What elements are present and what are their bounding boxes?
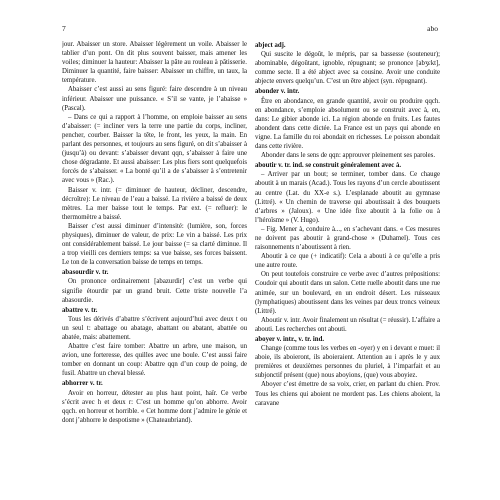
page-header — [62, 24, 438, 38]
page-number: 7 — [62, 24, 66, 33]
paragraph: On peut toutefois construire ce verbe avec d’autres prépositions: Coudoir qui aboutit dans un salon. Cette ruelle aboutit dans une rue animée, sur un boulevard, en un endroit désert. Les ruisseaux (lymphatiques) aboutissent dans les veines par deux troncs veineux (Littré). — [255, 271, 440, 315]
paragraph: Tous les dérivés d’abattre s’écrivent aujourd’hui avec deux t ou un seul t: abattage ou abatage, abattant ou abatant, abattée ou abatée, mais: abattement. — [62, 315, 247, 341]
paragraph: Abonder dans le sens de qqn: approuver pleinement ses paroles. — [261, 152, 436, 160]
paragraph: Abaisser c’est aussi au sens figuré: faire descendre à un niveau inférieur. Abaisser une puissance. « S’il se vante, je l’abaisse » (Pascal). — [62, 86, 247, 112]
paragraph: – Arriver par un bout; se terminer, tomber dans. Ce chauge aboutit à un marais (Acad.). Tous les rayons d’un cercle aboutissent au centre (Lat. du XX-e s.). L’esplanade aboutit au gymnase (Littré). « Un chemin de traverse qui aboutissait à des bouquets d’arbres » (Jaloux). « Une idée fixe aboutit à la folie ou à l’héroïsme » (V. Hugo). — [255, 171, 440, 224]
paragraph: Aboyer c’est émettre de sa voix, crier, en parlant du chien. Prov. Tous les chiens qui aboient ne mordent pas. Les chiens aboient, la caravane — [255, 381, 440, 407]
paragraph: Être en abondance, en grande quantité, avoir ou produire qqch. en abondance, s’emploie absolument ou se construit avec à, en, dans: Le gibier abonde ici. La région abonde en fruits. Les fautes abondent dans cette dictée. La France est un pays qui abonde en vigne. La famille du roi abondait en richesses. Le poisson abondait dans cette rivière. — [255, 97, 440, 151]
paragraph: – Fig. Mener à, conduire à..., en s’achevant dans. « Ces mesures ne doivent pas aboutir à grand-chose » (Duhamel). Tous ces raisonnements n’aboutissent à rien. — [255, 225, 440, 252]
paragraph: – Dans ce qui a rapport à l’homme, on emploie baisser au sens d’abaisser: (= incliner vers la terre une partie du corps, incliner, pencher, courber. Baisser la tête, le front, les yeux, la main. En parlant des personnes, et toujours au sens figuré, on dit s’abaisser à (jusqu’à) ou devant: s’abaisser devant qqn, s’abaisser à faire une chose dégradante. Et aussi abaisser: Les plus fiers sont quelquefois forcés de s’abaisser. « La bonté qu’il a de s’abaisser à s’entretenir avec vous » (Rac.). — [62, 113, 247, 185]
paragraph: Aboutir v. intr. Avoir finalement un résultat (= réussir). L’affaire a abouti. Les recherches ont abouti. — [255, 316, 440, 333]
paragraph: Baisser c’est aussi diminuer d’intensité: (lumière, son, forces physiques), diminuer de valeur, de prix: Le vin a baissé. Les prix ont considérablement baissé. Le jour baisse (= sa clarté diminue. Il a trop vieilli ces derniers temps: sa vue baisse, ses forces baissent. Le ton de la conversation baisse de temps en temps. — [62, 222, 247, 267]
paragraph: Qui suscite le dégoût, le mépris, par sa bassesse (souteneur); abominable, dégoûtant, ignoble, répugnant; se prononce [abʒɛkt], comme secte. Il a été abject avec sa cousine. Avoir une conduite abjecte envers quelqu’un. C’est un être abject (syn. répugnant). — [255, 51, 440, 86]
entry-headword: aboyer v. intr., v. tr. ind. — [255, 336, 325, 343]
entry-headword: abject adj. — [255, 42, 286, 49]
right-column — [255, 40, 440, 480]
text-columns — [62, 40, 440, 480]
guide-word: abo — [427, 24, 438, 33]
entry-headword: abonder v. intr. — [255, 88, 300, 96]
paragraph: Aboutir à ce que (+ indicatif): Cela a abouti à ce qu’elle a pris une autre route. — [255, 253, 440, 270]
left-column — [62, 40, 247, 480]
entry-headword: abattre v. tr. — [62, 306, 98, 314]
entry-headword: aboutir v. tr. ind. se construit généralement avec à. — [255, 162, 402, 170]
paragraph: On prononce ordinairement [abazurdir] c’est un verbe qui signifie étourdir par un grand bruit. Cette triste nouvelle l’a abasourdie. — [62, 278, 247, 304]
paragraph: Change (comme tous les verbes en -oyer) y en i devant e muet: il aboie, ils aboieront, ils aboieraient. Attention au i après le y aux premières et deuxièmes personnes du pluriel, à l’imparfait et au subjonctif présent (que) nous aboyions, (que) vous aboyiez. — [255, 345, 440, 380]
entry-headword: abhorrer v. tr. — [62, 380, 103, 388]
paragraph: Baisser v. intr. (= diminuer de hauteur, décliner, descendre, décroître): Le niveau de l’eau a baissé. La rivière a baissé de deux mètres. La mer baisse tout le temps. Par ext. (= refluer): le thermomètre a baissé. — [62, 186, 247, 221]
entry-headword: abasourdir v. tr. — [62, 269, 109, 277]
paragraph: jour. Abaisser un store. Abaisser légèrement un voile. Abaisser le tablier d’un pont. On dit plus souvent baisser, mais amener les voiles; diminuer la hauteur: Abaisser la pâte au rouleau à pâtisserie. Diminuer la quantité, faire baisser: Abaisser un chiffre, un taux, la température. — [62, 41, 247, 85]
paragraph: Abattre c’est faire tomber: Abattre un arbre, une maison, un avion, une forteresse, des quilles avec une boule. C’est aussi faire tomber en donnant un coup: Abattre qqn d’un coup de poing, de fusil. Abattre un cheval blessé. — [62, 343, 247, 378]
paragraph: Avoir en horreur, détester au plus haut point, haïr. Ce verbe s’écrit avec h et deux r: C’est un homme qu’on abhorre. Avoir qqch. en horreur et horrible. « Cet homme dont j’admire le génie et dont j’abhorre le despotisme » (Chateaubriand). — [62, 389, 247, 424]
